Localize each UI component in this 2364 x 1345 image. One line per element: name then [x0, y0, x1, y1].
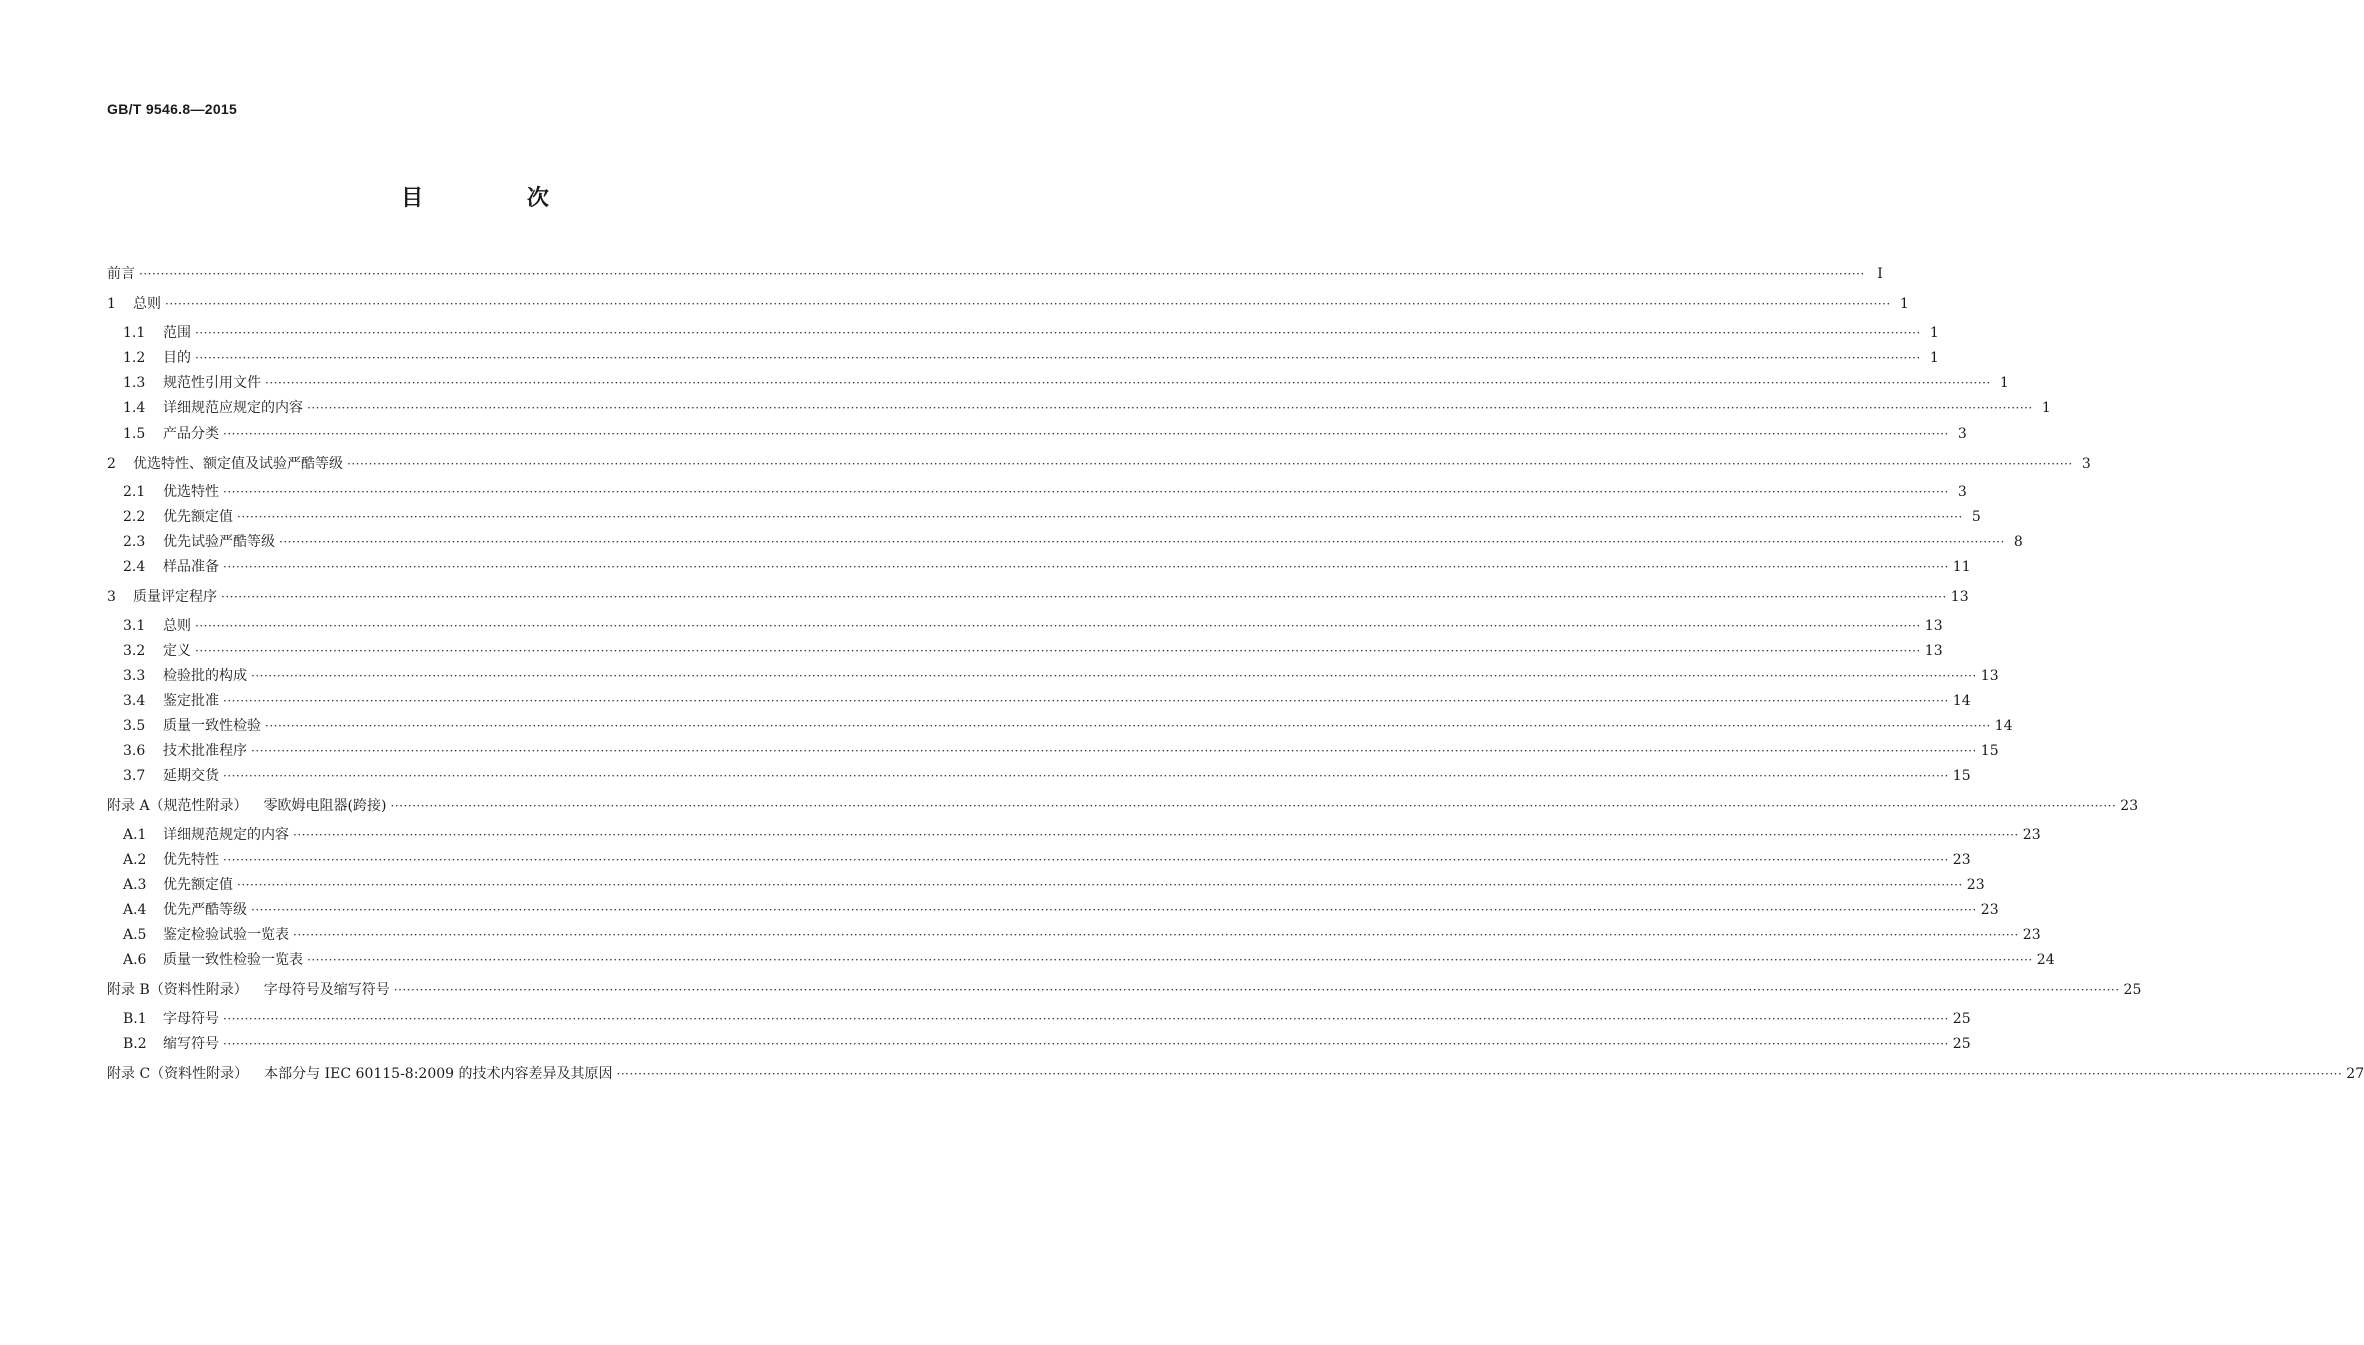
toc-leader-dots: ················································································································································································································································································································································································································: [223, 694, 1949, 708]
toc-leader-dots: ················································································································································································································································································································································································································: [195, 351, 1921, 365]
toc-leader-dots: ················································································································································································································································································································································································································: [347, 457, 2073, 471]
toc-entry-page: 1: [2041, 400, 2051, 416]
toc-entry-number: 1: [107, 296, 116, 312]
toc-entry[interactable]: [107, 847, 1971, 869]
toc-entry-label: 延期交货: [163, 768, 219, 784]
page-title: 目 次: [401, 186, 597, 211]
toc-entry-label: 字母符号: [163, 1011, 219, 1027]
toc-entry-label: 优先严酷等级: [163, 902, 247, 918]
toc-entry-page: 23: [1966, 877, 1985, 893]
toc-leader-dots: ················································································································································································································································································································································································································: [293, 928, 2019, 942]
toc-entry[interactable]: [107, 922, 2041, 944]
toc-entry-page: 23: [1980, 902, 1999, 918]
toc-leader-dots: ················································································································································································································································································································································································································: [307, 953, 2033, 967]
toc-entry[interactable]: [107, 713, 2013, 735]
toc-entry[interactable]: [107, 261, 1883, 283]
toc-entry-number: 1.4: [123, 400, 146, 416]
toc-entry-page: 14: [1994, 718, 2013, 734]
toc-leader-dots: ················································································································································································································································································································································································································: [223, 560, 1949, 574]
toc-entry[interactable]: [107, 554, 1971, 576]
toc-entry-page: 13: [1924, 618, 1943, 634]
toc-entry[interactable]: [107, 897, 1999, 919]
toc-entry-number: A.1: [123, 827, 147, 843]
toc-entry-label: 鉴定检验试验一览表: [163, 927, 289, 943]
toc-entry[interactable]: [107, 738, 1999, 760]
toc-entry-number: 2: [107, 456, 116, 472]
toc-entry-number: 附录 A（规范性附录）: [107, 798, 248, 814]
toc-entry-label: 优选特性、额定值及试验严酷等级: [133, 456, 343, 472]
toc-entry-page: 3: [1957, 484, 1967, 500]
toc-leader-dots: ················································································································································································································································································································································································································: [237, 878, 1963, 892]
toc-entry-label: 检验批的构成: [163, 668, 247, 684]
toc-entry-label: 前言: [107, 266, 135, 282]
toc-entry-page: 1: [1899, 296, 1909, 312]
toc-entry-page: 25: [2123, 982, 2142, 998]
toc-entry-number: 3.3: [123, 668, 146, 684]
toc-leader-dots: ················································································································································································································································································································································································································: [390, 799, 2117, 813]
toc-entry-number: 附录 B（资料性附录）: [107, 982, 248, 998]
toc-entry-label: 详细规范应规定的内容: [163, 400, 303, 416]
toc-entry-label: 技术批准程序: [163, 743, 247, 759]
toc-entry-page: 15: [1980, 743, 1999, 759]
toc-entry-page: 3: [2081, 456, 2091, 472]
toc-entry-label: 产品分类: [163, 426, 219, 442]
toc-entry-page: 13: [1924, 643, 1943, 659]
toc-entry-number: A.5: [123, 927, 147, 943]
toc-leader-dots: ················································································································································································································································································································································································································: [165, 297, 1891, 311]
toc-entry[interactable]: [107, 688, 1971, 710]
toc-entry-label: 优先额定值: [163, 509, 233, 525]
toc-entry-label: 样品准备: [163, 559, 219, 575]
toc-entry[interactable]: [107, 370, 2009, 392]
toc-leader-dots: ················································································································································································································································································································································································································: [307, 401, 2033, 415]
toc-entry-label: 目的: [163, 350, 191, 366]
toc-entry-page: 23: [2022, 927, 2041, 943]
toc-entry-label: 优选特性: [163, 484, 219, 500]
toc-entry-page: 13: [1980, 668, 1999, 684]
toc-entry-page: 3: [1957, 426, 1967, 442]
toc-entry[interactable]: [107, 504, 1981, 526]
toc-entry-label: 定义: [163, 643, 191, 659]
toc-entry-number: 3.7: [123, 768, 146, 784]
toc-leader-dots: ················································································································································································································································································································································································································: [223, 485, 1949, 499]
toc-entry-page: 25: [1952, 1036, 1971, 1052]
toc-entry[interactable]: [107, 1031, 1971, 1053]
toc-entry-label: 缩写符号: [163, 1036, 219, 1052]
toc-entry-label: 质量一致性检验一览表: [163, 952, 303, 968]
toc-entry-label: 规范性引用文件: [163, 375, 261, 391]
toc-entry-number: B.2: [123, 1036, 147, 1052]
toc-leader-dots: ················································································································································································································································································································································································································: [195, 326, 1921, 340]
toc-leader-dots: ················································································································································································································································································································································································································: [279, 535, 2005, 549]
toc-entry-label: 优先额定值: [163, 877, 233, 893]
toc-entry-number: 附录 C（资料性附录）: [107, 1066, 249, 1082]
toc-leader-dots: ················································································································································································································································································································································································································: [223, 1037, 1949, 1051]
toc-leader-dots: ················································································································································································································································································································································································································: [616, 1067, 2343, 1081]
toc-entry-label: 零欧姆电阻器(跨接): [263, 798, 387, 814]
toc-entry-page: 13: [1950, 589, 1969, 605]
toc-entry-label: 优先试验严酷等级: [163, 534, 275, 550]
toc-entry-page: 8: [2013, 534, 2023, 550]
toc-entry-page: 23: [2022, 827, 2041, 843]
toc-leader-dots: ················································································································································································································································································································································································································: [251, 669, 1977, 683]
toc-leader-dots: ················································································································································································································································································································································································································: [265, 376, 1991, 390]
toc-entry-number: 3.2: [123, 643, 146, 659]
toc-entry-number: 1.2: [123, 350, 146, 366]
toc-entry-number: 2.3: [123, 534, 146, 550]
toc-entry-number: 2.2: [123, 509, 146, 525]
toc-entry[interactable]: [107, 291, 1909, 313]
toc-entry-page: 15: [1952, 768, 1971, 784]
toc-leader-dots: ················································································································································································································································································································································································································: [237, 510, 1963, 524]
toc-entry-number: B.1: [123, 1011, 147, 1027]
toc-entry-page: 1: [1929, 350, 1939, 366]
toc-entry[interactable]: [107, 977, 2142, 999]
toc-entry[interactable]: [107, 613, 1943, 635]
toc-entry[interactable]: [107, 584, 1969, 606]
toc-entry[interactable]: [107, 421, 1967, 443]
toc-leader-dots: ················································································································································································································································································································································································································: [223, 853, 1949, 867]
toc-entry-number: 3: [107, 589, 116, 605]
standard-code: GB/T 9546.8—2015: [107, 101, 238, 117]
toc-entry-page: 24: [2036, 952, 2055, 968]
toc-entry[interactable]: [107, 872, 1985, 894]
toc-entry-page: 14: [1952, 693, 1971, 709]
toc-leader-dots: ················································································································································································································································································································································································································: [293, 828, 2019, 842]
toc-leader-dots: ················································································································································································································································································································································································································: [223, 1012, 1949, 1026]
toc-entry-label: 详细规范规定的内容: [163, 827, 289, 843]
toc-entry-number: 3.6: [123, 743, 146, 759]
toc-entry-page: 1: [1999, 375, 2009, 391]
toc-entry[interactable]: [107, 1006, 1971, 1028]
toc-entry-page: 5: [1971, 509, 1981, 525]
toc-entry-number: A.6: [123, 952, 147, 968]
toc-entry-number: A.2: [123, 852, 147, 868]
toc-entry[interactable]: [107, 793, 2139, 815]
toc-leader-dots: ················································································································································································································································································································································································································: [223, 427, 1949, 441]
toc-entry-page: Ⅰ: [1877, 266, 1883, 282]
toc-entry-label: 本部分与 IEC 60115-8:2009 的技术内容差异及其原因: [264, 1066, 613, 1082]
toc-entry-number: A.3: [123, 877, 147, 893]
toc-leader-dots: ················································································································································································································································································································································································································: [221, 590, 1947, 604]
toc-entry[interactable]: [107, 451, 2091, 473]
toc-entry[interactable]: [107, 395, 2051, 417]
toc-entry-label: 总则: [133, 296, 161, 312]
toc-entry-label: 质量一致性检验: [163, 718, 261, 734]
toc-entry[interactable]: [107, 638, 1943, 660]
toc-entry-number: 1.5: [123, 426, 146, 442]
toc-entry-page: 25: [1952, 1011, 1971, 1027]
toc-entry-number: 1.1: [123, 325, 146, 341]
toc-entry[interactable]: [107, 663, 1999, 685]
toc-entry[interactable]: [107, 1061, 2364, 1083]
toc-entry[interactable]: [107, 320, 1939, 342]
toc-leader-dots: ················································································································································································································································································································································································································: [393, 983, 2120, 997]
toc-entry[interactable]: [107, 763, 1971, 785]
toc-entry[interactable]: [107, 345, 1939, 367]
toc-entry-number: 3.4: [123, 693, 146, 709]
toc-entry-number: 3.5: [123, 718, 146, 734]
toc-entry-number: 2.1: [123, 484, 146, 500]
toc-entry-page: 23: [1952, 852, 1971, 868]
toc-entry-page: 27: [2346, 1066, 2364, 1082]
toc-entry-number: A.4: [123, 902, 147, 918]
toc-entry-label: 范围: [163, 325, 191, 341]
toc-entry[interactable]: [107, 479, 1967, 501]
toc-entry-page: 23: [2120, 798, 2139, 814]
toc-entry[interactable]: [107, 822, 2041, 844]
toc-entry-page: 1: [1929, 325, 1939, 341]
toc-leader-dots: ················································································································································································································································································································································································································: [139, 267, 1865, 281]
toc-leader-dots: ················································································································································································································································································································································································································: [195, 619, 1921, 633]
toc-entry[interactable]: [107, 529, 2023, 551]
toc-entry-label: 鉴定批准: [163, 693, 219, 709]
toc-entry-label: 字母符号及缩写符号: [263, 982, 390, 998]
toc-entry[interactable]: [107, 947, 2055, 969]
toc-entry-label: 质量评定程序: [133, 589, 217, 605]
toc-entry-label: 总则: [163, 618, 191, 634]
toc-entry-number: 2.4: [123, 559, 146, 575]
toc-leader-dots: ················································································································································································································································································································································································································: [251, 903, 1977, 917]
toc-entry-page: 11: [1952, 559, 1971, 575]
toc-entry-number: 3.1: [123, 618, 146, 634]
toc-leader-dots: ················································································································································································································································································································································································································: [251, 744, 1977, 758]
toc-entry-number: 1.3: [123, 375, 146, 391]
toc-leader-dots: ················································································································································································································································································································································································································: [195, 644, 1921, 658]
toc-entry-label: 优先特性: [163, 852, 219, 868]
toc-leader-dots: ················································································································································································································································································································································································································: [223, 769, 1949, 783]
toc-leader-dots: ················································································································································································································································································································································································································: [265, 719, 1991, 733]
